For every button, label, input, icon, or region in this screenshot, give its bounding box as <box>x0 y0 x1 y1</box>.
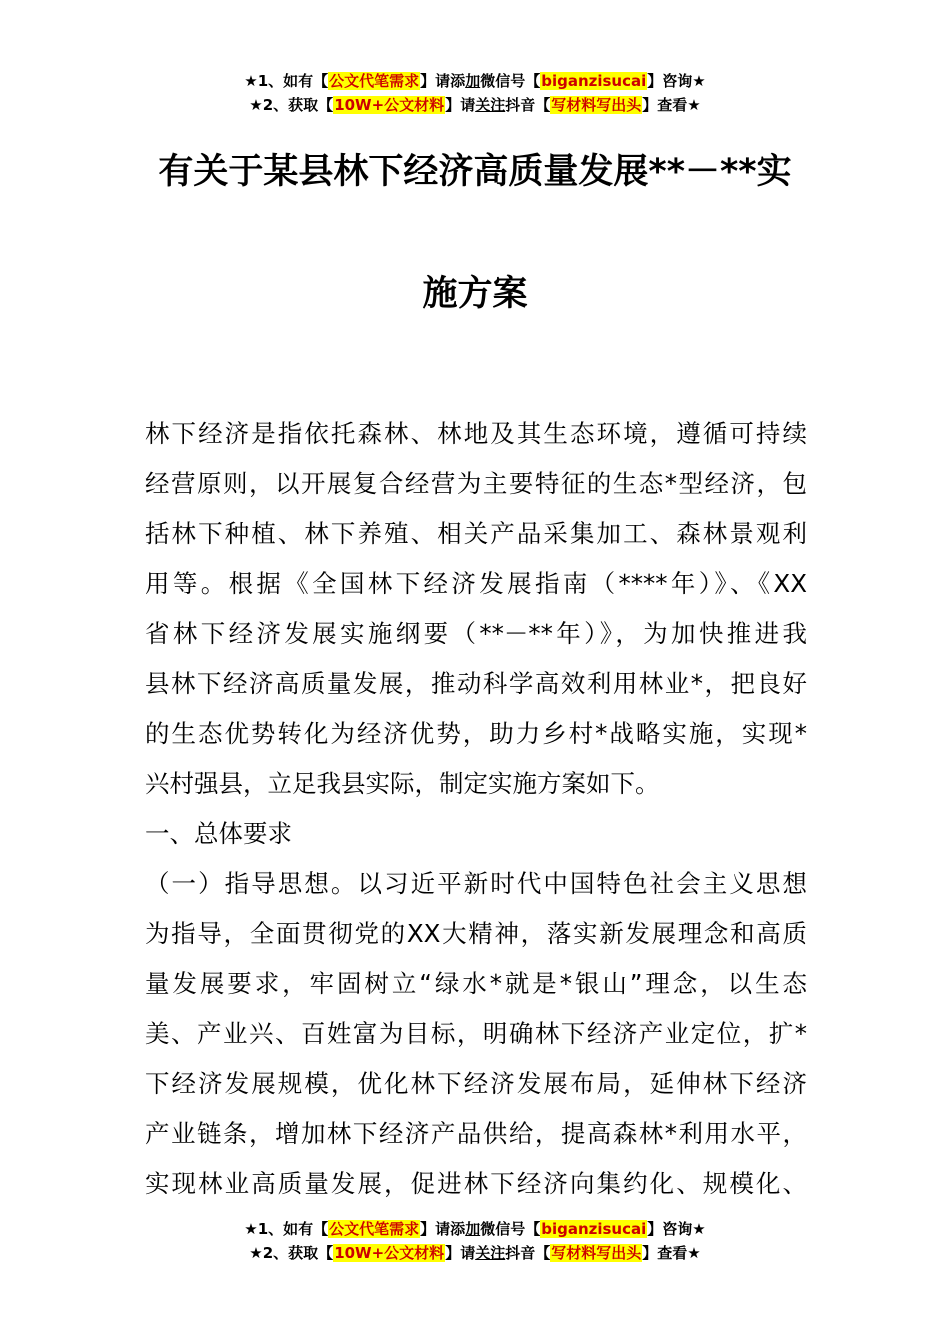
banner-text: ★1、如有【 <box>244 1220 329 1238</box>
banner-text: 微信号【 <box>480 1220 541 1238</box>
banner-text: 抖音【 <box>505 96 551 114</box>
banner-underlined-text: 加 <box>465 72 481 90</box>
document-title-line-1: 有关于某县林下经济高质量发展**－**实 <box>158 152 792 192</box>
header-banner <box>0 69 950 117</box>
body-line: 用等。根据《全国林下经济发展指南（****年）》、《XX <box>145 569 807 598</box>
banner-underlined-text: 关注 <box>475 1244 506 1262</box>
banner-text: 】请 <box>445 1244 476 1262</box>
banner-text: ★2、获取【 <box>249 1244 334 1262</box>
document-title-line-2: 施方案 <box>422 274 528 314</box>
highlight-wechat-id: biganzisucai <box>541 72 647 90</box>
banner-line-1 <box>0 1217 950 1241</box>
body-line: 为指导，全面贯彻党的XX大精神，落实新发展理念和高质 <box>145 919 807 948</box>
body-line: 实现林业高质量发展，促进林下经济向集约化、规模化、 <box>145 1169 807 1198</box>
highlight-wechat-id: biganzisucai <box>541 1220 647 1238</box>
banner-text: 】咨询★ <box>647 1220 706 1238</box>
highlight-materials: 10W+公文材料 <box>334 1244 445 1262</box>
banner-line-1 <box>0 69 950 93</box>
body-line: 量发展要求，牢固树立“绿水*就是*银山”理念，以生态 <box>145 969 807 998</box>
banner-text: 微信号【 <box>480 72 541 90</box>
banner-underlined-text: 关注 <box>475 96 506 114</box>
banner-text: 】请添 <box>420 72 466 90</box>
body-line: 县林下经济高质量发展，推动科学高效利用林业*，把良好 <box>145 669 807 698</box>
body-line: 括林下种植、林下养殖、相关产品采集加工、森林景观利 <box>145 519 807 548</box>
banner-line-2 <box>0 1241 950 1265</box>
highlight-douyin-account: 写材料写出头 <box>551 96 642 114</box>
highlight-douyin-account: 写材料写出头 <box>551 1244 642 1262</box>
highlight-service: 公文代笔需求 <box>329 1220 420 1238</box>
banner-text: 抖音【 <box>505 1244 551 1262</box>
banner-text: ★2、获取【 <box>249 96 334 114</box>
body-line: 下经济发展规模，优化林下经济发展布局，延伸林下经济 <box>145 1069 807 1098</box>
banner-text: 】请 <box>445 96 476 114</box>
section-heading: 一、总体要求 <box>145 819 292 848</box>
body-line: （一）指导思想。以习近平新时代中国特色社会主义思想 <box>145 869 807 898</box>
banner-text: 】查看★ <box>642 1244 701 1262</box>
footer-banner <box>0 1217 950 1265</box>
body-line: 美、产业兴、百姓富为目标，明确林下经济产业定位，扩* <box>145 1019 807 1048</box>
banner-text: ★1、如有【 <box>244 72 329 90</box>
body-line: 省林下经济发展实施纲要（**－**年）》，为加快推进我 <box>145 619 807 648</box>
document-body <box>145 409 807 1209</box>
body-line: 经营原则，以开展复合经营为主要特征的生态*型经济，包 <box>145 469 807 498</box>
body-line: 的生态优势转化为经济优势，助力乡村*战略实施，实现* <box>145 719 807 748</box>
body-line: 兴村强县，立足我县实际，制定实施方案如下。 <box>145 769 660 798</box>
banner-text: 】请添 <box>420 1220 466 1238</box>
banner-text: 】查看★ <box>642 96 701 114</box>
highlight-materials: 10W+公文材料 <box>334 96 445 114</box>
banner-line-2 <box>0 93 950 117</box>
banner-underlined-text: 加 <box>465 1220 481 1238</box>
body-line: 林下经济是指依托森林、林地及其生态环境，遵循可持续 <box>145 419 807 448</box>
highlight-service: 公文代笔需求 <box>329 72 420 90</box>
banner-text: 】咨询★ <box>647 72 706 90</box>
body-line: 产业链条，增加林下经济产品供给，提高森林*利用水平， <box>145 1119 807 1148</box>
